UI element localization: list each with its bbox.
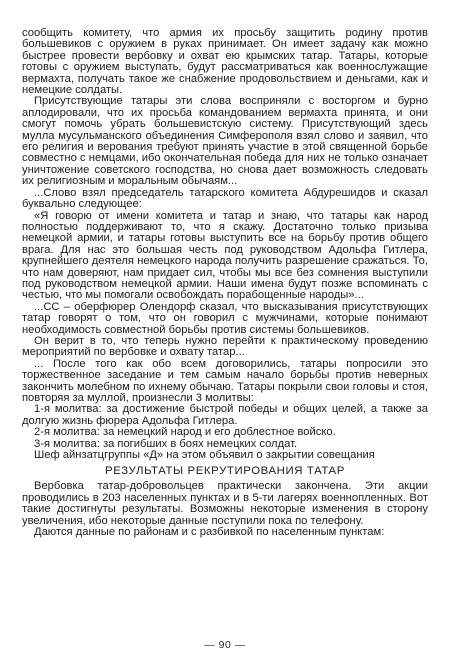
document-page <box>22 28 428 658</box>
prayer-2: 2-я молитва: за немецкий народ и его доблестное войско. <box>34 426 336 439</box>
paragraph-6: Он верит в то, что теперь нужно перейти к практическому проведению мероприятий по вербовке и охвату татар... <box>22 334 428 359</box>
section-title: РЕЗУЛЬТАТЫ РЕКРУТИРОВАНИЯ ТАТАР <box>105 465 345 478</box>
paragraph-4-quote: «Я говорю от имени комитета и татар и знаю, что татары как народ полностью поддерживают то, что я скажу. Достаточно только призыва немецкой армии, и татары готовы выступить все на борьбу против общего врага. Для нас это большая честь под руководством Адольфа Гитлера, крупнейшего деятеля немецкого народа получить разрешение сражаться. То, что нам доверяют, нам придает сил, чтобы мы все без сомнения выступили под руководством немецкой армии. Наши имена будут позже вспоминать с честью, что мы помогали освобождать порабощенные народы»... <box>22 209 428 302</box>
paragraph-closing: Шеф айнзатцгруппы «Д» на этом объявил о закрытии совещания <box>34 449 375 462</box>
page-number: — 90 — <box>204 639 246 651</box>
prayer-1: 1-я молитва: за достижение быстрой победы и общих целей, а также за долгую жизнь фюрера Адольфа Гитлера. <box>22 403 428 427</box>
paragraph-7: ... После того как обо всем договорились, татары попросили это торжественное заседание и тем самым начало борьбы против неверных закончить молебном по ихнему обычаю. Татары покрыли свои головы и стоя, повторяя за муллой, произнесли 3 молитвы: <box>22 357 428 404</box>
paragraph-data-intro: Даются данные по районам и с разбивкой по населенным пунктам: <box>34 526 385 539</box>
paragraph-3: ...Слово взял председатель татарского комитета Абдурешидов и сказал буквально следующее: <box>22 186 428 211</box>
paragraph-2: Присутствующие татары эти слова восприняли с восторгом и бурно аплодировали, что их просьба командованием вермахта принята, и они смогут помочь убрать большевистскую систему. Присутствующий здесь мулла мусульманского объединения Симферополя взял слово и заявил, что его религия и верования требуют принять участие в этой священной борьбе совместно с немцами, ибо окончательная победа для них не только означает уничтожение советского господства, но снова дает возможность следовать их религиозным и моральным обычаям... <box>22 95 428 188</box>
prayer-3: 3-я молитва: за погибших в боях немецких солдат. <box>34 437 298 450</box>
paragraph-5: ...СС – оберфюрер Олендорф сказал, что высказывания присутствующих татар говорят о том, что он говорил с мужчинами, которые понимают необходимость совместной борьбы против системы большевиков. <box>22 300 428 336</box>
paragraph-1: сообщить комитету, что армия их просьбу защитить родину против большевиков с оружием в руках принимает. Он имеет задачу как можно быстрее провести вербовку и охват ею крымских татар. Татары, которые готовы с оружием выступать, будут рассматриваться как военнослужащие вермахта, получать такое же снабжение продовольствием и деньгами, как и немецкие солдаты. <box>22 28 428 97</box>
paragraph-results: Вербовка татар-добровольцев практически закончена. Эти акции проводились в 203 населенных пунктах и в 5-ти лагерях военнопленных. Вот такие достигнуты результаты. Возможны некоторые изменения в сторону увеличения, ибо некоторые данные поступили пока по телефону. <box>22 480 428 527</box>
